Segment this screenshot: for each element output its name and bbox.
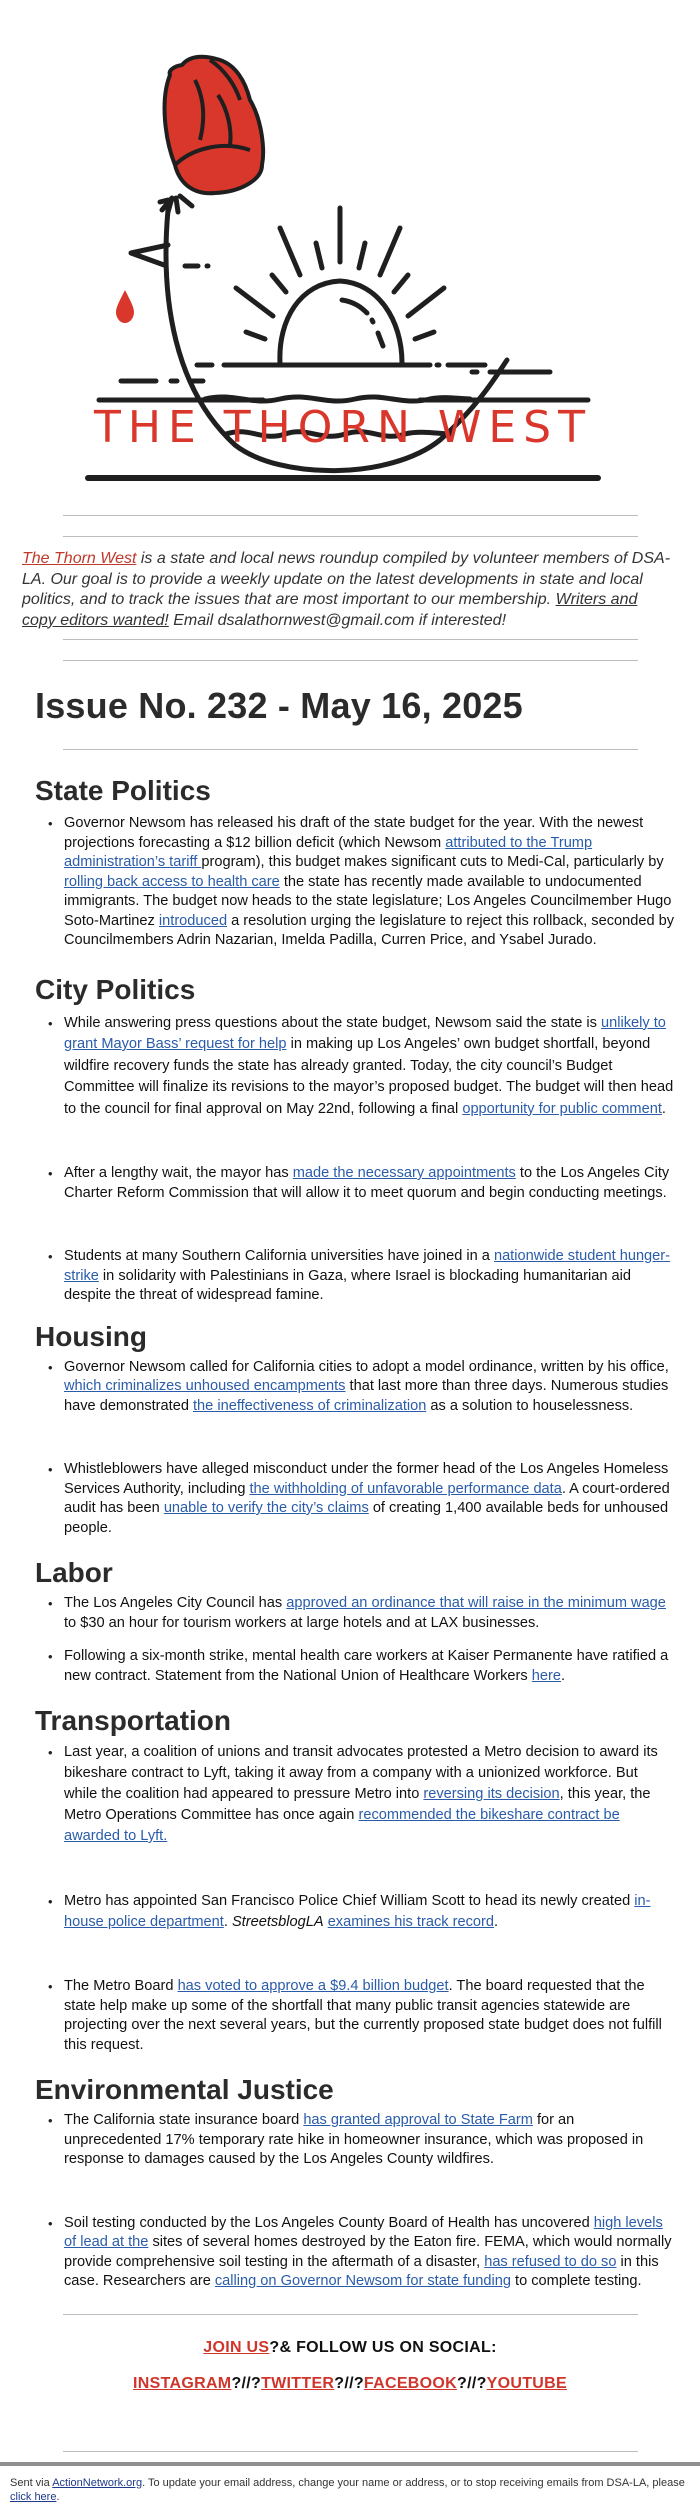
section-heading-state-politics: State Politics: [35, 775, 211, 806]
list-item: • The Los Angeles City Council has approved an ordinance that will raise in the minimum wage to $30 an hour for tourism workers at large hotels and at LAX businesses.: [64, 1594, 675, 1633]
housing-list: [0, 1358, 700, 1539]
nuhw-statement-link[interactable]: here: [531, 1667, 561, 1684]
the-thorn-west-link[interactable]: The Thorn West: [22, 550, 137, 567]
list-item: • Governor Newsom called for California cities to adopt a model ordinance, written by his office, which criminalizes unhoused encampments that last more than three days. Numerous studies have demonstrated the ineffectiveness of criminalization as a solution to houselessness.: [64, 1358, 675, 1417]
article-link[interactable]: the withholding of unfavorable performance data: [249, 1480, 562, 1497]
labor-list: [0, 1594, 700, 1686]
list-item: • Governor Newsom has released his draft of the state budget for the year. With the newest projections forecasting a $12 billion deficit (which Newsom attributed to the Trump administration’s tariff program), this budget makes significant cuts to Medi-Cal, particularly by rolling back access to health care the state has recently made available to undocumented immigrants. The budget now heads to the state legislature; Los Angeles Councilmember Hugo Soto-Martinez introduced a resolution urging the legislature to reject this rollback, seconded by Councilmembers Adrin Nazarian, Imelda Padilla, Curren Price, and Ysabel Jurado.: [64, 814, 675, 951]
issue-title: Issue No. 232 - May 16, 2025: [35, 685, 523, 726]
facebook-link[interactable]: FACEBOOK: [363, 2374, 457, 2392]
instagram-link[interactable]: INSTAGRAM: [133, 2374, 232, 2392]
list-item: • Following a six-month strike, mental health care workers at Kaiser Permanente have ratified a new contract. Statement from the National Union of Healthcare Workers here.: [64, 1647, 675, 1686]
bird-rose-sunset-logo-icon: [0, 0, 700, 515]
article-link[interactable]: recommended the bikeshare contract be awarded to Lyft.: [64, 1807, 620, 1844]
section-heading-city-politics: City Politics: [35, 973, 196, 1005]
article-link[interactable]: which criminalizes unhoused encampments: [64, 1378, 346, 1394]
list-item: • Metro has appointed San Francisco Police Chief William Scott to head its newly created in-house police department. StreetsblogLA examines his track record.: [64, 1891, 675, 1933]
section-heading-environmental-justice: Environmental Justice: [35, 2074, 334, 2105]
article-link[interactable]: made the necessary appointments: [292, 1165, 516, 1181]
article-link[interactable]: unable to verify the city’s claims: [163, 1500, 369, 1516]
article-link[interactable]: has voted to approve a $9.4 billion budget: [177, 1978, 449, 1994]
svg-text:THE THORN WEST: THE THORN WEST: [94, 402, 592, 453]
list-item: • While answering press questions about the state budget, Newsom said the state is unlikely to grant Mayor Bass’ request for help in making up Los Angeles’ own budget shortfall, beyond wildfire recovery funds the state has already granted. Today, the city council’s Budget Committee will finalize its revisions to the mayor’s proposed budget. The budget will then head to the council for final approval on May 22nd, following a final opportunity for public comment.: [64, 1013, 675, 1121]
section-heading-transportation: Transportation: [35, 1705, 232, 1736]
city-politics-list: [0, 1013, 700, 1306]
list-item: • Soil testing conducted by the Los Angeles County Board of Health has uncovered high levels of lead at the sites of several homes destroyed by the Eaton fire. FEMA, which would normally provide comprehensive soil testing in the aftermath of a disaster, has refused to do so in this case. Researchers are calling on Governor Newsom for state funding to complete testing.: [64, 2214, 675, 2292]
environmental-justice-list: [0, 2111, 700, 2292]
list-item: • Last year, a coalition of unions and transit advocates protested a Metro decision to award its bikeshare contract to Lyft, taking it away from a company with a unionized workforce. But while the coalition had appeared to pressure Metro into reversing its decision, this year, the Metro Operations Committee has once again recommended the bikeshare contract be awarded to Lyft.: [64, 1742, 675, 1847]
state-politics-list: [0, 814, 700, 951]
article-link[interactable]: reversing its decision: [423, 1786, 560, 1802]
writers-wanted-link[interactable]: Writers and copy editors wanted!: [22, 591, 638, 629]
section-heading-labor: Labor: [35, 1557, 113, 1588]
list-item: • The California state insurance board has granted approval to State Farm for an unprecedented 17% temporary rate hike in homeowner insurance, which was proposed in response to damages caused by the Los Angeles County wildfires.: [64, 2111, 675, 2170]
article-link[interactable]: has refused to do so: [484, 2253, 617, 2270]
twitter-link[interactable]: TWITTER: [261, 2374, 335, 2392]
email-footer: Sent via ActionNetwork.org. To update your email address, change your name or address, or to stop receiving emails from DSA-LA, please click here.: [10, 2476, 685, 2503]
unsubscribe-link[interactable]: click here: [10, 2490, 57, 2503]
list-item: • Students at many Southern California universities have joined in a nationwide student hunger-strike in solidarity with Palestinians in Gaza, where Israel is blockading humanitarian aid despite the threat of widespread famine.: [64, 1247, 675, 1306]
article-link[interactable]: unlikely to grant Mayor Bass’ request for help: [64, 1014, 666, 1052]
article-link[interactable]: has granted approval to State Farm: [303, 2112, 533, 2128]
article-link[interactable]: in-house police department: [64, 1893, 651, 1930]
youtube-link[interactable]: YOUTUBE: [486, 2374, 567, 2392]
section-heading-housing: Housing: [35, 1320, 147, 1352]
join-follow-line: JOIN US?& FOLLOW US ON SOCIAL:: [203, 2338, 497, 2356]
join-us-link[interactable]: JOIN US: [203, 2338, 270, 2356]
article-link[interactable]: the ineffectiveness of criminalization: [193, 1397, 427, 1414]
article-link[interactable]: high levels of lead at the: [64, 2214, 663, 2250]
article-link[interactable]: opportunity for public comment: [462, 1100, 662, 1117]
article-link[interactable]: attributed to the Trump administration’s tariff: [64, 834, 593, 870]
article-link[interactable]: rolling back access to health care: [64, 873, 280, 890]
divider: [63, 536, 638, 537]
article-link[interactable]: calling on Governor Newsom for state funding: [214, 2273, 511, 2289]
list-item: • Whistleblowers have alleged misconduct under the former head of the Los Angeles Homeless Services Authority, including the withholding of unfavorable performance data. A court-ordered audit has been unable to verify the city’s claims of creating 1,400 available beds for unhoused people.: [64, 1460, 675, 1538]
list-item: • After a lengthy wait, the mayor has made the necessary appointments to the Los Angeles City Charter Reform Commission that will allow it to meet quorum and begin conducting meetings.: [64, 1164, 675, 1203]
transportation-list: [0, 1742, 700, 2055]
logo-header: [0, 0, 700, 515]
article-link[interactable]: examines his track record: [327, 1914, 494, 1930]
article-link[interactable]: introduced: [158, 912, 228, 929]
article-link[interactable]: nationwide student hunger-strike: [64, 1248, 671, 1284]
list-item: • The Metro Board has voted to approve a $9.4 billion budget. The board requested that the state help make up some of the shortfall that many public transit agencies statewide are projecting over the next several years, but the currently proposed state budget does not fulfill this request.: [64, 1977, 675, 2055]
article-link[interactable]: approved an ordinance that will raise in the minimum wage: [286, 1595, 666, 1611]
intro-paragraph: The Thorn West is a state and local news roundup compiled by volunteer members of DSA-LA. Our goal is to provide a weekly update on the latest developments in state and local politics, and to track the issues that are most important to our membership. Writers and copy editors wanted! Email dsalathornwest@gmail.com if interested!: [22, 550, 671, 629]
actionnetwork-link[interactable]: ActionNetwork.org: [52, 2476, 143, 2489]
social-links: INSTAGRAM?//?TWITTER?//?FACEBOOK?//?YOUTUBE: [133, 2374, 567, 2392]
